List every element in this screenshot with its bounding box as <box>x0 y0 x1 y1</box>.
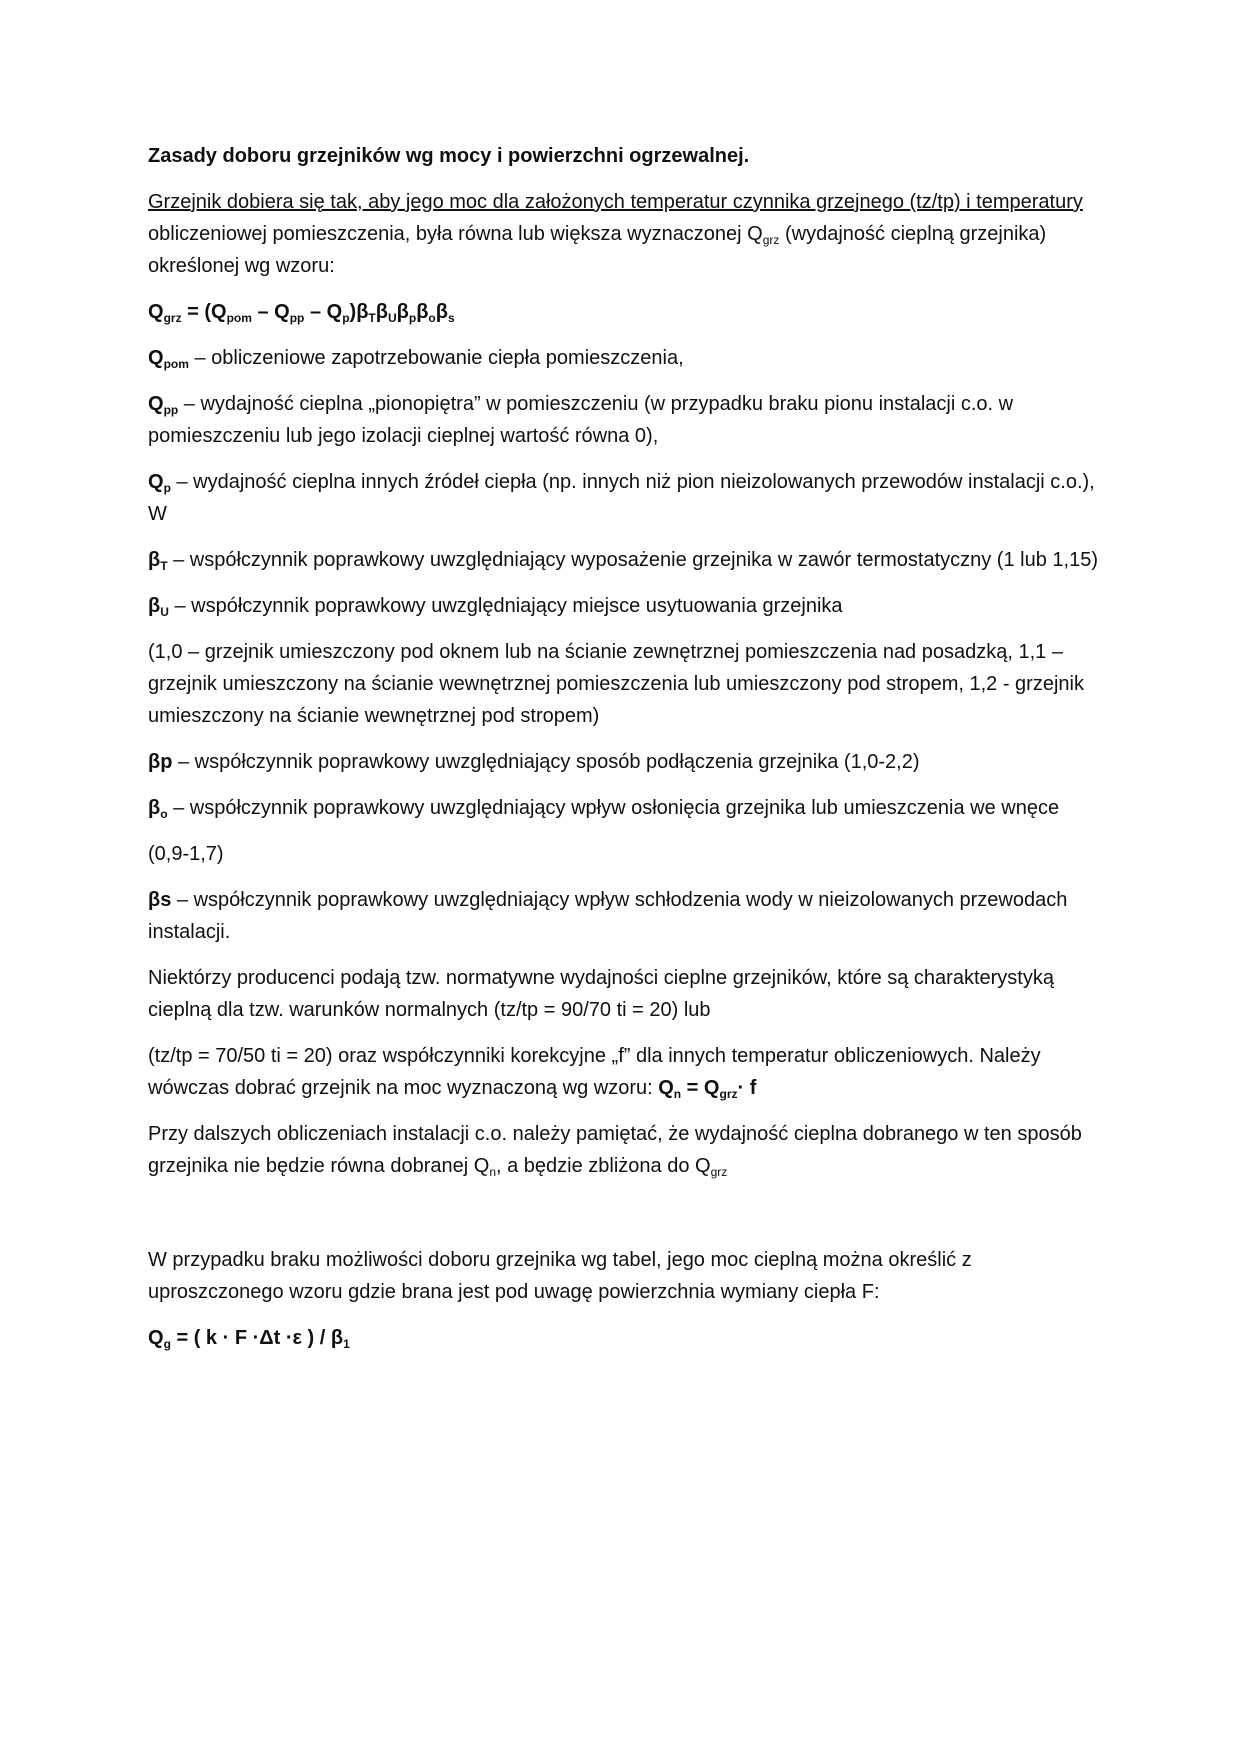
def-qp-sym: Q <box>148 471 164 493</box>
def-qp-text: – wydajność cieplna innych źródeł ciepła (np. innych niż pion nieizolowanych przewodów instalacji c.o.), W <box>148 471 1095 525</box>
fn-sub-grz: grz <box>719 1087 738 1101</box>
def-bs-text: – współczynnik poprawkowy uwzględniający wpływ schłodzenia wody w nieizolowanych przewodach instalacji. <box>148 889 1068 943</box>
f2-q: Q <box>148 1327 164 1349</box>
def-qpp <box>148 388 1108 452</box>
def-bp-sym: βp <box>148 751 173 773</box>
para-simplified: W przypadku braku możliwości doboru grzejnika wg tabel, jego moc cieplną można określić z uproszczonego wzoru gdzie brana jest pod uwagę powierzchnia wymiany ciepła F: <box>148 1249 972 1303</box>
intro-paragraph <box>148 186 1108 282</box>
def-beta-o <box>148 792 1108 824</box>
f1-m1: – Q <box>251 301 290 323</box>
def-qpom-sym: Q <box>148 347 164 369</box>
f1-sub-p: p <box>342 311 350 325</box>
para-normative-2-text: (tz/tp = 70/50 ti = 20) oraz współczynniki korekcyjne „f” dla innych temperatur obliczeniowych. Należy wówczas dobrać grzejnik na moc wyznaczoną wg wzoru: <box>148 1045 1041 1099</box>
intro-tail: (wydajność cieplną grzejnika) określonej wg wzoru: <box>148 223 1047 277</box>
def-bo-sym: β <box>148 797 161 819</box>
f1-sub-p2: p <box>408 311 417 325</box>
def-bp-text: – współczynnik poprawkowy uwzględniający sposób podłączenia grzejnika (1,0-2,2) <box>172 751 920 773</box>
intro-rest: obliczeniowej pomieszczenia, była równa lub większa wyznaczonej Q <box>148 223 763 245</box>
def-beta-s <box>148 884 1108 948</box>
para-further-text: Przy dalszych obliczeniach instalacji c.o. należy pamiętać, że wydajność cieplna dobranego w ten sposób grzejnika nie będzie równa dobranej Q <box>148 1123 1082 1177</box>
def-bt-text: – współczynnik poprawkowy uwzględniający wyposażenie grzejnika w zawór termostatyczny (1 lub 1,15) <box>167 549 1098 571</box>
f1-sub-u: U <box>387 311 397 325</box>
f2-sub-g: g <box>163 1337 171 1351</box>
f1-sub-o: o <box>428 311 436 325</box>
def-bs-sym: βs <box>148 889 172 911</box>
f1-sub-t: T <box>368 311 376 325</box>
f1-m2: – Q <box>304 301 343 323</box>
def-bu-sub: U <box>160 605 169 619</box>
para-further-sub1: n <box>489 1165 497 1179</box>
fn-eq: = Q <box>681 1077 720 1099</box>
f1-sub-grz: grz <box>163 311 182 325</box>
def-qpom-text: – obliczeniowe zapotrzebowanie ciepła pomieszczenia, <box>188 347 684 369</box>
def-bu-sym: β <box>148 595 161 617</box>
def-bt-sym: β <box>148 549 161 571</box>
formula-qg <box>148 1322 1108 1354</box>
fn-sub-n: n <box>673 1087 682 1101</box>
para-further <box>148 1118 1108 1182</box>
para-further-sub2: grz <box>710 1165 728 1179</box>
f1-sub-s: s <box>447 311 455 325</box>
para-normative-1: Niektórzy producenci podają tzw. normatywne wydajności cieplne grzejników, które są charakterystyką cieplną dla tzw. warunków normalnych (tz/tp = 90/70 ti = 20) lub <box>148 967 1054 1021</box>
f1-sub-pom: pom <box>226 311 252 325</box>
intro-sub: grz <box>762 233 780 247</box>
intro-underlined: Grzejnik dobiera się tak, aby jego moc dla założonych temperatur czynnika grzejnego (tz/tp) i temperatury <box>148 191 1083 213</box>
f1-b3: β <box>396 301 409 323</box>
def-qp <box>148 466 1108 530</box>
f1-eq: = (Q <box>181 301 227 323</box>
def-qp-sub: p <box>163 481 171 495</box>
def-qpp-text: – wydajność cieplna „pionopiętra” w pomieszczeniu (w przypadku braku pionu instalacji c.o. w pomieszczeniu lub jego izolacji cieplnej wartość równa 0), <box>148 393 1014 447</box>
f1-b4: β <box>416 301 429 323</box>
def-beta-t <box>148 544 1108 576</box>
def-bo-text: – współczynnik poprawkowy uwzględniający wpływ osłonięcia grzejnika lub umieszczenia we wnęce <box>167 797 1060 819</box>
def-bu-text: – współczynnik poprawkowy uwzględniający miejsce usytuowania grzejnika <box>168 595 843 617</box>
def-qpp-sym: Q <box>148 393 164 415</box>
f1-b5: β <box>435 301 448 323</box>
f2-sub-1: 1 <box>343 1337 350 1351</box>
def-bo-sub: o <box>160 807 168 821</box>
f1-q: Q <box>148 301 164 323</box>
def-qpom <box>148 342 1108 374</box>
f1-b2: β <box>375 301 388 323</box>
def-bt-sub: T <box>160 559 168 573</box>
para-further-mid: , a będzie zbliżona do Q <box>496 1155 711 1177</box>
def-qpom-sub: pom <box>163 357 189 371</box>
def-qpp-sub: pp <box>163 403 179 417</box>
document-title: Zasady doboru grzejników wg mocy i powierzchni ogrzewalnej. <box>148 145 750 167</box>
para-normative-2 <box>148 1040 1108 1104</box>
fn-tail: · f <box>737 1077 757 1099</box>
def-beta-o-values: (0,9-1,7) <box>148 843 224 865</box>
f1-close: )β <box>349 301 369 323</box>
def-beta-u-values: (1,0 – grzejnik umieszczony pod oknem lub na ścianie zewnętrznej pomieszczenia nad posadzką, 1,1 – grzejnik umieszczony na ścianie wewnętrznej pomieszczenia lub umieszczony pod stropem, 1,2 - grzejnik umieszczony na ścianie wewnętrznej pod stropem) <box>148 641 1084 727</box>
formula-qgrz <box>148 296 1108 328</box>
def-beta-u <box>148 590 1108 622</box>
fn-q: Q <box>658 1077 674 1099</box>
document-page <box>148 140 1108 1354</box>
def-beta-p <box>148 746 1108 778</box>
f1-sub-pp: pp <box>289 311 305 325</box>
f2-body: = ( k · F ·Δt ·ε ) / β <box>170 1327 344 1349</box>
